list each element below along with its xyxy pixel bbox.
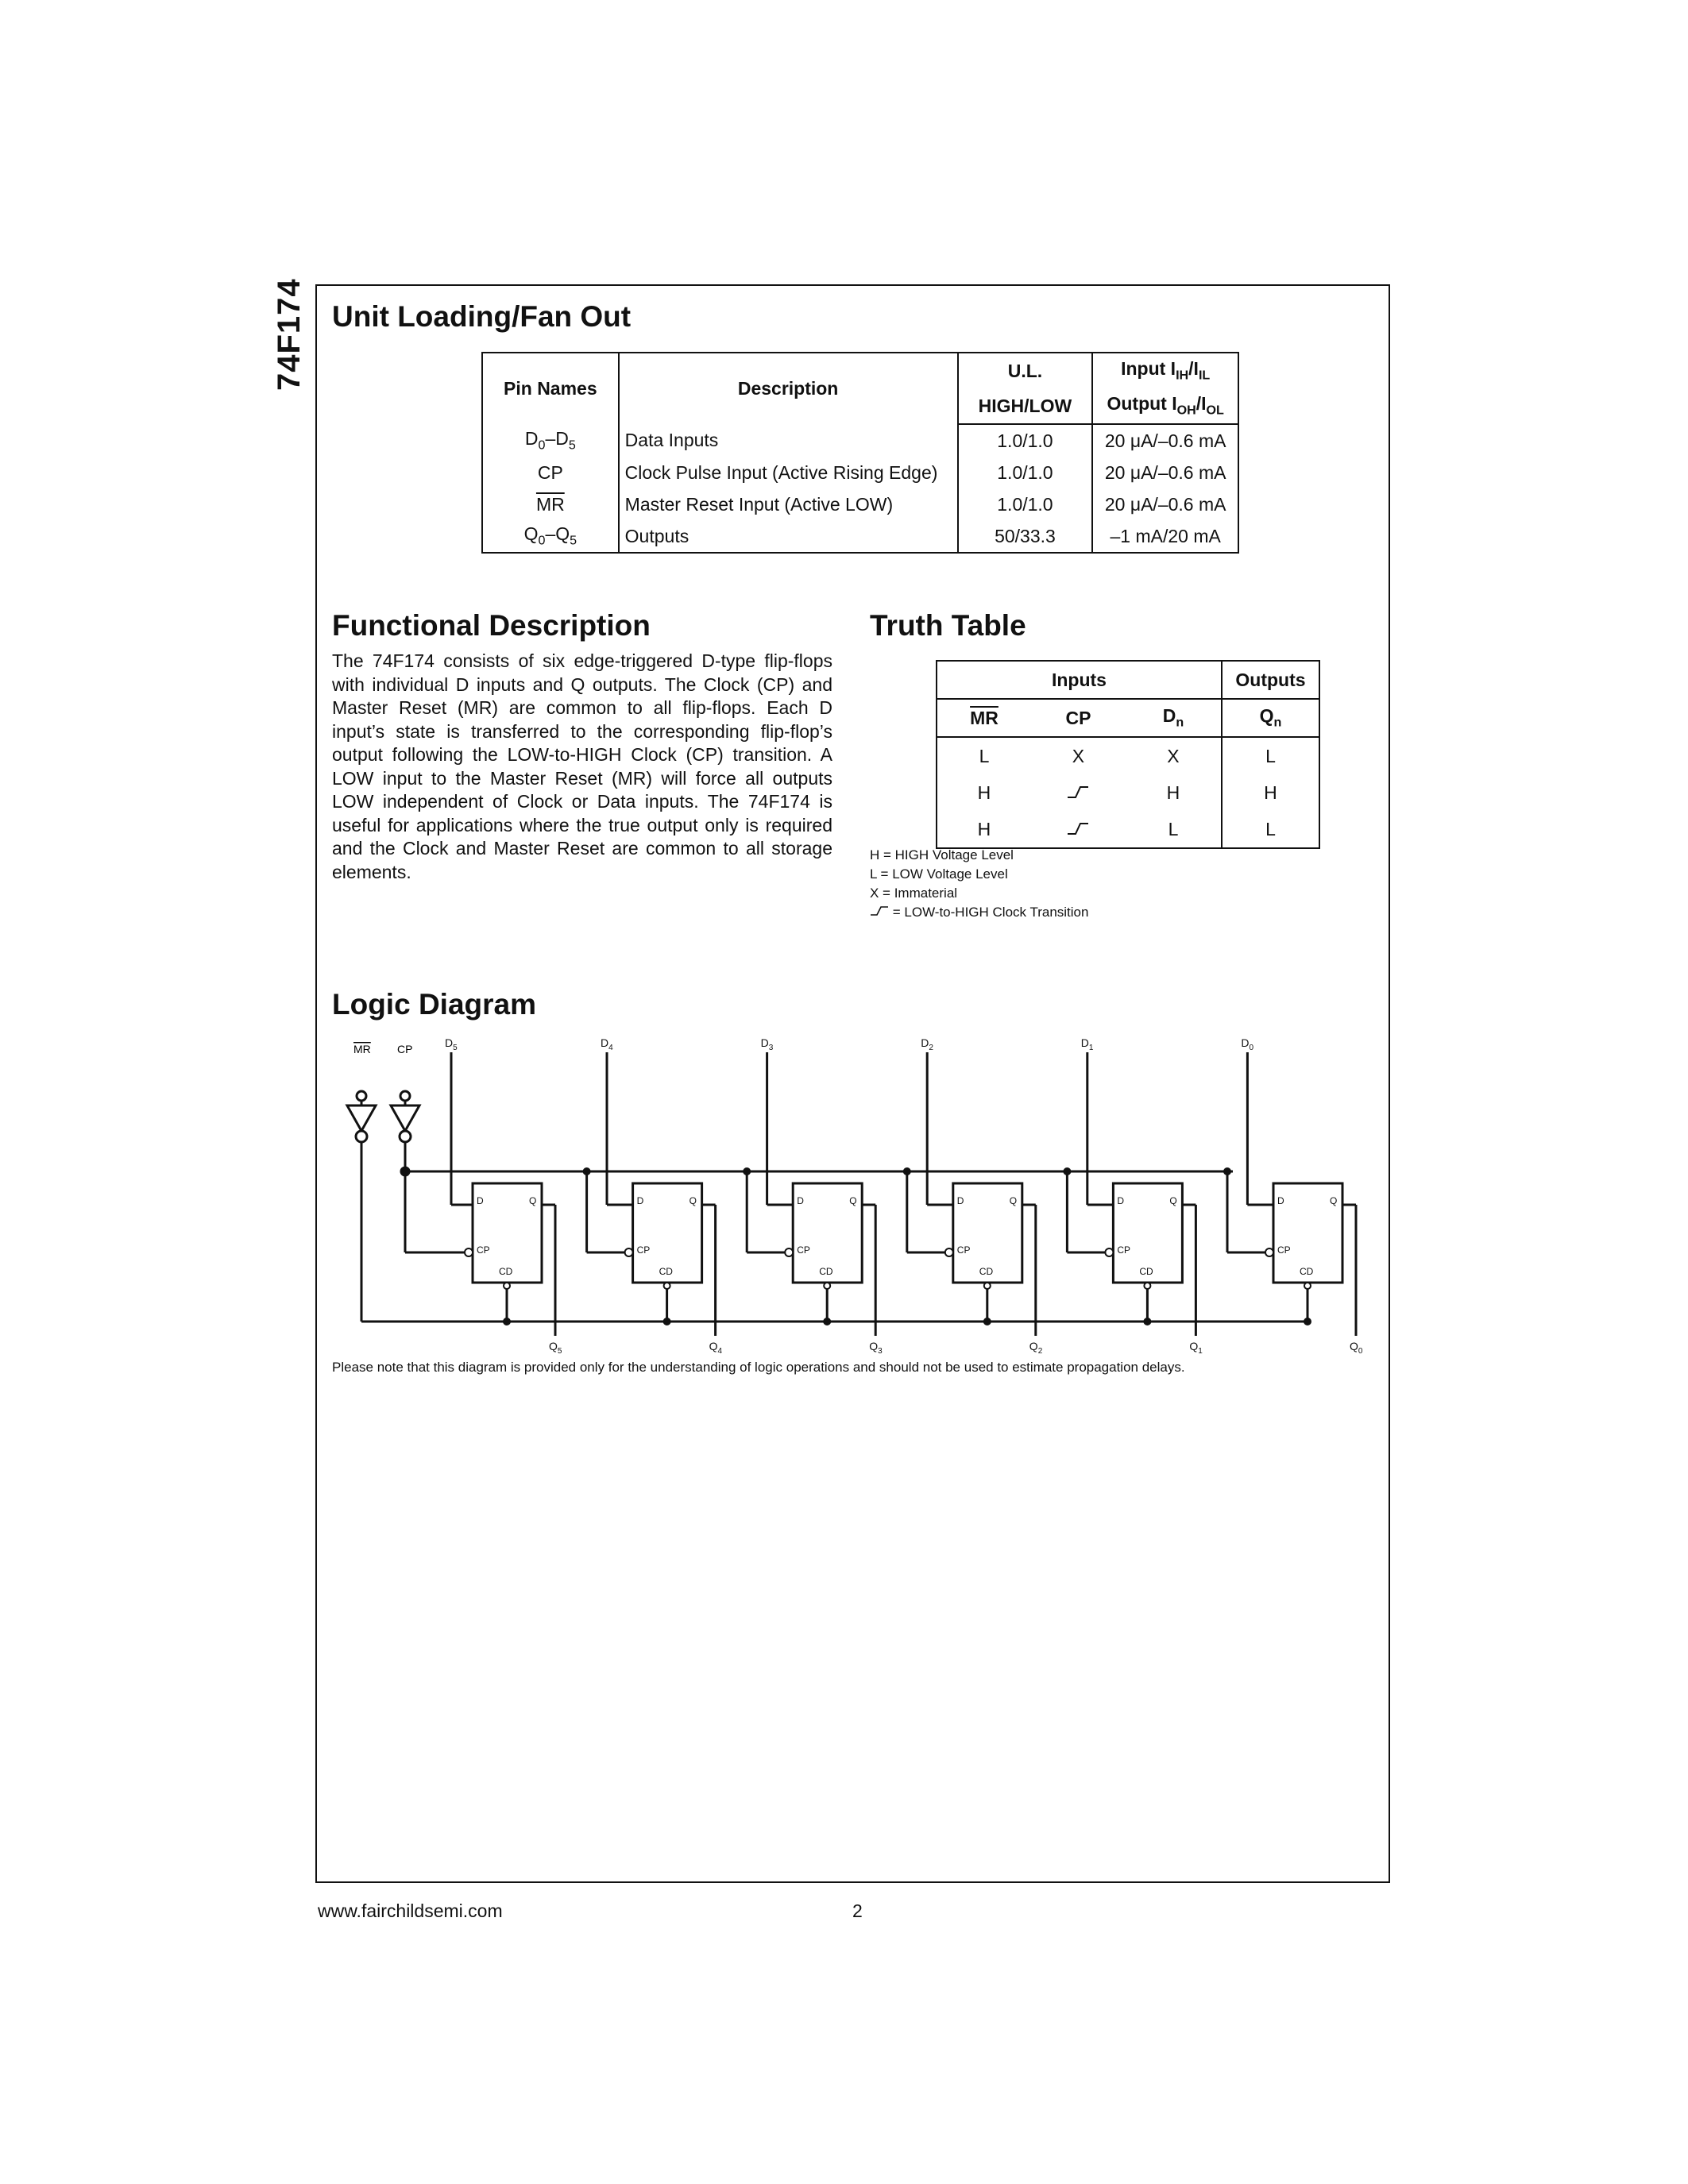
header-description: Description bbox=[619, 353, 958, 424]
ff-pin-q: Q bbox=[1330, 1195, 1338, 1206]
clock-bubble bbox=[465, 1248, 473, 1256]
header-ul: U.L. bbox=[958, 353, 1093, 388]
logic-diagram-title: Logic Diagram bbox=[332, 988, 536, 1021]
ff-pin-q: Q bbox=[1169, 1195, 1177, 1206]
pin-name: $D_0-D_5$ bbox=[482, 424, 619, 457]
pin-ul: 50/33.3 bbox=[958, 520, 1093, 553]
pin-ul: 1.0/1.0 bbox=[958, 457, 1093, 488]
reset-bubble bbox=[824, 1283, 830, 1289]
cp-input-node bbox=[400, 1091, 410, 1101]
ff-pin-d: D bbox=[1117, 1195, 1125, 1206]
pin-description: Outputs bbox=[619, 520, 958, 553]
pin-io: 20 μA/–0.6 mA bbox=[1092, 488, 1238, 520]
data-input-label: $D_4$ bbox=[601, 1036, 613, 1052]
data-input-label: $D_1$ bbox=[1080, 1036, 1094, 1052]
truth-group-outputs: Outputs bbox=[1222, 661, 1319, 699]
ff-pin-cp: CP bbox=[636, 1244, 651, 1256]
pin-io: 20 μA/–0.6 mA bbox=[1092, 424, 1238, 457]
cp-junction bbox=[743, 1167, 751, 1175]
ff-pin-d: D bbox=[477, 1195, 484, 1206]
ff-pin-cd: CD bbox=[979, 1266, 994, 1277]
output-label: $Q_0$ bbox=[1350, 1340, 1363, 1356]
ff-pin-cd: CD bbox=[1300, 1266, 1314, 1277]
truth-qn: L bbox=[1222, 737, 1319, 774]
truth-col-qn: $Q_n$ bbox=[1222, 699, 1319, 737]
mr-buffer-icon bbox=[347, 1106, 376, 1131]
cp-label: CP bbox=[397, 1043, 413, 1055]
truth-col-cp: CP bbox=[1031, 699, 1126, 737]
data-input-label: $D_2$ bbox=[921, 1036, 933, 1052]
cp-buffer-icon bbox=[391, 1106, 419, 1131]
output-label: $Q_4$ bbox=[709, 1340, 723, 1356]
mr-junction bbox=[1143, 1318, 1151, 1325]
ff-pin-q: Q bbox=[689, 1195, 697, 1206]
pin-io: 20 μA/–0.6 mA bbox=[1092, 457, 1238, 488]
output-label: $Q_3$ bbox=[869, 1340, 883, 1356]
truth-dn: X bbox=[1167, 745, 1180, 766]
clock-bubble bbox=[1105, 1248, 1113, 1256]
pin-name: $\overline{MR}$ bbox=[482, 488, 619, 520]
logic-diagram-note: Please note that this diagram is provided only for the understanding of logic operations and should not be used to estimate propagation delays. bbox=[332, 1360, 1185, 1375]
pin-description: Clock Pulse Input (Active Rising Edge) bbox=[619, 457, 958, 488]
clock-bubble bbox=[785, 1248, 793, 1256]
functional-description-text: The 74F174 consists of six edge-triggered D-type flip-flops with individual D inputs and Q outputs. The Clock (CP) and Master Reset (MR) are common to all flip-flops. Each D input’s state is transferred to the corresponding flip-flop’s output following the LOW-to-HIGH Clock (CP) transition. A LOW input to the Master Reset (MR) will force all outputs LOW independent of Clock or Data inputs. The 74F174 is useful for applications where the true output only is required and the Clock and Master Reset are common to all storage elements. bbox=[332, 650, 832, 882]
output-label: $Q_1$ bbox=[1189, 1340, 1203, 1356]
header-pin-names: Pin Names bbox=[482, 353, 619, 424]
ff-pin-q: Q bbox=[1009, 1195, 1018, 1206]
unit-loading-title: Unit Loading/Fan Out bbox=[332, 300, 632, 333]
ff-pin-d: D bbox=[956, 1195, 964, 1206]
mr-junction bbox=[983, 1318, 991, 1325]
cp-inversion-bubble bbox=[400, 1131, 411, 1142]
cp-junction bbox=[1223, 1167, 1231, 1175]
data-input-label: $D_0$ bbox=[1241, 1036, 1254, 1052]
mr-junction bbox=[663, 1318, 671, 1325]
truth-mr: H bbox=[977, 818, 991, 839]
truth-table-title: Truth Table bbox=[870, 609, 1026, 642]
ff-pin-d: D bbox=[636, 1195, 644, 1206]
truth-qn: H bbox=[1222, 774, 1319, 811]
reset-bubble bbox=[1144, 1283, 1150, 1289]
truth-col-dn: $D_n$ bbox=[1126, 699, 1222, 737]
legend-item: L = LOW Voltage Level bbox=[870, 866, 1008, 882]
pin-ul: 1.0/1.0 bbox=[958, 488, 1093, 520]
header-output-current: Output $I_{OH}/I_{OL}$ bbox=[1092, 388, 1238, 424]
truth-dn: L bbox=[1168, 818, 1179, 839]
page-number: 2 bbox=[852, 1900, 863, 1921]
pin-io: –1 mA/20 mA bbox=[1092, 520, 1238, 553]
cp-junction bbox=[1063, 1167, 1071, 1175]
ff-pin-cd: CD bbox=[1139, 1266, 1153, 1277]
pin-description: Data Inputs bbox=[619, 424, 958, 457]
ff-pin-q: Q bbox=[849, 1195, 857, 1206]
reset-bubble bbox=[984, 1283, 991, 1289]
truth-group-inputs: Inputs bbox=[937, 661, 1222, 699]
cp-junction bbox=[583, 1167, 591, 1175]
ff-pin-d: D bbox=[797, 1195, 804, 1206]
ff-pin-cp: CP bbox=[797, 1244, 810, 1256]
header-input-current: Input $I_{IH}/I_{IL}$ bbox=[1092, 353, 1238, 388]
ff-pin-cp: CP bbox=[956, 1244, 971, 1256]
pin-name: $Q_0-Q_5$ bbox=[482, 520, 619, 553]
truth-col-mr: $\overline{MR}$ bbox=[937, 699, 1031, 737]
data-input-label: $D_5$ bbox=[445, 1036, 458, 1052]
mr-label: MR bbox=[353, 1043, 371, 1055]
legend-item: = LOW-to-HIGH Clock Transition bbox=[870, 903, 1088, 922]
pin-description: Master Reset Input (Active LOW) bbox=[619, 488, 958, 520]
truth-qn: L bbox=[1222, 811, 1319, 848]
truth-mr: L bbox=[979, 745, 990, 766]
ff-pin-cp: CP bbox=[1117, 1244, 1131, 1256]
reset-bubble bbox=[1304, 1283, 1311, 1289]
truth-cp: X bbox=[1072, 745, 1085, 766]
ff-pin-cp: CP bbox=[1277, 1244, 1291, 1256]
legend-item: H = HIGH Voltage Level bbox=[870, 847, 1014, 862]
truth-dn: H bbox=[1166, 781, 1180, 803]
ff-pin-d: D bbox=[1277, 1195, 1284, 1206]
header-high-low: HIGH/LOW bbox=[958, 388, 1093, 424]
data-input-label: $D_3$ bbox=[760, 1036, 774, 1052]
mr-input-node bbox=[357, 1091, 366, 1101]
output-label: $Q_5$ bbox=[549, 1340, 562, 1356]
mr-inversion-bubble bbox=[356, 1131, 367, 1142]
mr-junction bbox=[1304, 1318, 1311, 1325]
clock-bubble bbox=[1265, 1248, 1273, 1256]
ff-pin-cp: CP bbox=[477, 1244, 490, 1256]
truth-mr: H bbox=[977, 781, 991, 803]
pin-ul: 1.0/1.0 bbox=[958, 424, 1093, 457]
ff-pin-cd: CD bbox=[659, 1266, 673, 1277]
side-part-number-text: 74F174 bbox=[272, 278, 307, 391]
clock-bubble bbox=[625, 1248, 633, 1256]
reset-bubble bbox=[504, 1283, 510, 1289]
functional-description-title: Functional Description bbox=[332, 609, 651, 642]
output-label: $Q_2$ bbox=[1029, 1340, 1043, 1356]
clock-bubble bbox=[945, 1248, 953, 1256]
reset-bubble bbox=[664, 1283, 670, 1289]
mr-junction bbox=[503, 1318, 511, 1325]
pin-name: CP bbox=[482, 457, 619, 488]
legend-item: X = Immaterial bbox=[870, 886, 958, 901]
ff-pin-cd: CD bbox=[819, 1266, 833, 1277]
mr-junction bbox=[823, 1318, 831, 1325]
footer-url[interactable]: www.fairchildsemi.com bbox=[318, 1900, 503, 1921]
ff-pin-cd: CD bbox=[499, 1266, 513, 1277]
ff-pin-q: Q bbox=[529, 1195, 537, 1206]
cp-junction bbox=[903, 1167, 911, 1175]
